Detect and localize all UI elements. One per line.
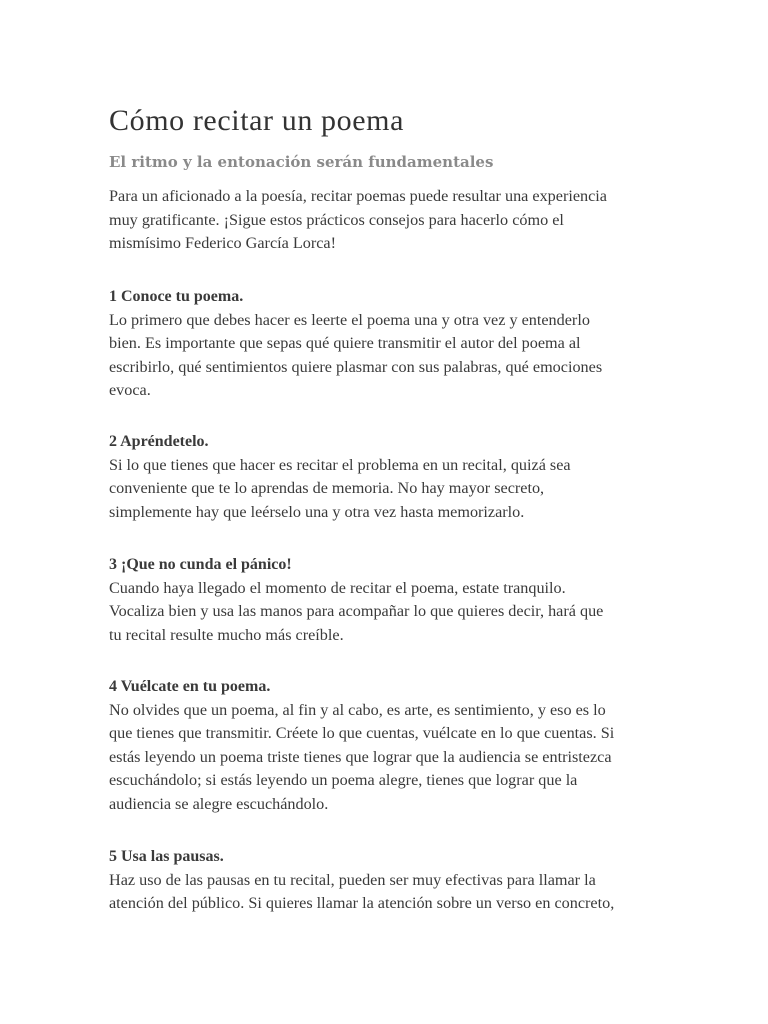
section-heading: 3 ¡Que no cunda el pánico! xyxy=(109,556,292,573)
section-text-line: conveniente que te lo aprendas de memoria. No hay mayor secreto, xyxy=(109,479,545,498)
section-text-line: escribirlo, qué sentimientos quiere plasmar con sus palabras, qué emociones xyxy=(109,357,603,376)
section-heading: 4 Vuélcate en tu poema. xyxy=(109,678,271,695)
section-text-line: Lo primero que debes hacer es leerte el poema una y otra vez y entenderlo xyxy=(109,310,590,329)
section-text-line: bien. Es importante que sepas qué quiere transmitir el autor del poema al xyxy=(109,334,581,353)
intro-line: muy gratificante. ¡Sigue estos prácticos consejos para hacerlo cómo el xyxy=(109,210,564,229)
section-apréndetelo xyxy=(109,430,669,524)
section-heading: 1 Conoce tu poema. xyxy=(109,288,244,305)
intro-paragraph xyxy=(109,185,669,256)
section-text-line: audiencia se alegre escuchándolo. xyxy=(109,794,329,813)
section-usa-las-pausas xyxy=(109,845,669,916)
section-text-line: Vocaliza bien y usa las manos para acompañar lo que quieres decir, hará que xyxy=(109,602,604,621)
section-text-line: atención del público. Si quieres llamar la atención sobre un verso en concreto, xyxy=(109,894,615,913)
section-text-line: estás leyendo un poema triste tienes que lograr que la audiencia se entristezca xyxy=(109,747,612,766)
section-text-line: Cuando haya llegado el momento de recitar el poema, estate tranquilo. xyxy=(109,578,566,597)
section-text-line: Si lo que tienes que hacer es recitar el problema en un recital, quizá sea xyxy=(109,455,571,474)
article-subtitle: El ritmo y la entonación serán fundamentales xyxy=(109,153,494,171)
section-text-line: simplemente hay que leérselo una y otra vez hasta memorizarlo. xyxy=(109,502,525,521)
section-text-line: evoca. xyxy=(109,381,151,400)
article-title: Cómo recitar un poema xyxy=(109,104,405,137)
intro-line: mismísimo Federico García Lorca! xyxy=(109,234,336,253)
section-vuelcate-en-tu-poema xyxy=(109,675,669,817)
section-text-line: No olvides que un poema, al fin y al cabo, es arte, es sentimiento, y eso es lo xyxy=(109,700,606,719)
section-text-line: que tienes que transmitir. Créete lo que cuentas, vuélcate en lo que cuentas. Si xyxy=(109,724,615,743)
intro-line: Para un aficionado a la poesía, recitar poemas puede resultar una experiencia xyxy=(109,187,607,205)
section-heading: 5 Usa las pausas. xyxy=(109,848,224,865)
section-conoce-tu-poema xyxy=(109,285,669,403)
section-que-no-cunda-el-panico xyxy=(109,553,669,647)
section-heading: 2 Apréndetelo. xyxy=(109,433,209,450)
section-text-line: Haz uso de las pausas en tu recital, pueden ser muy efectivas para llamar la xyxy=(109,870,596,889)
section-text-line: tu recital resulte mucho más creíble. xyxy=(109,625,344,644)
section-text-line: escuchándolo; si estás leyendo un poema alegre, tienes que lograr que la xyxy=(109,771,578,790)
